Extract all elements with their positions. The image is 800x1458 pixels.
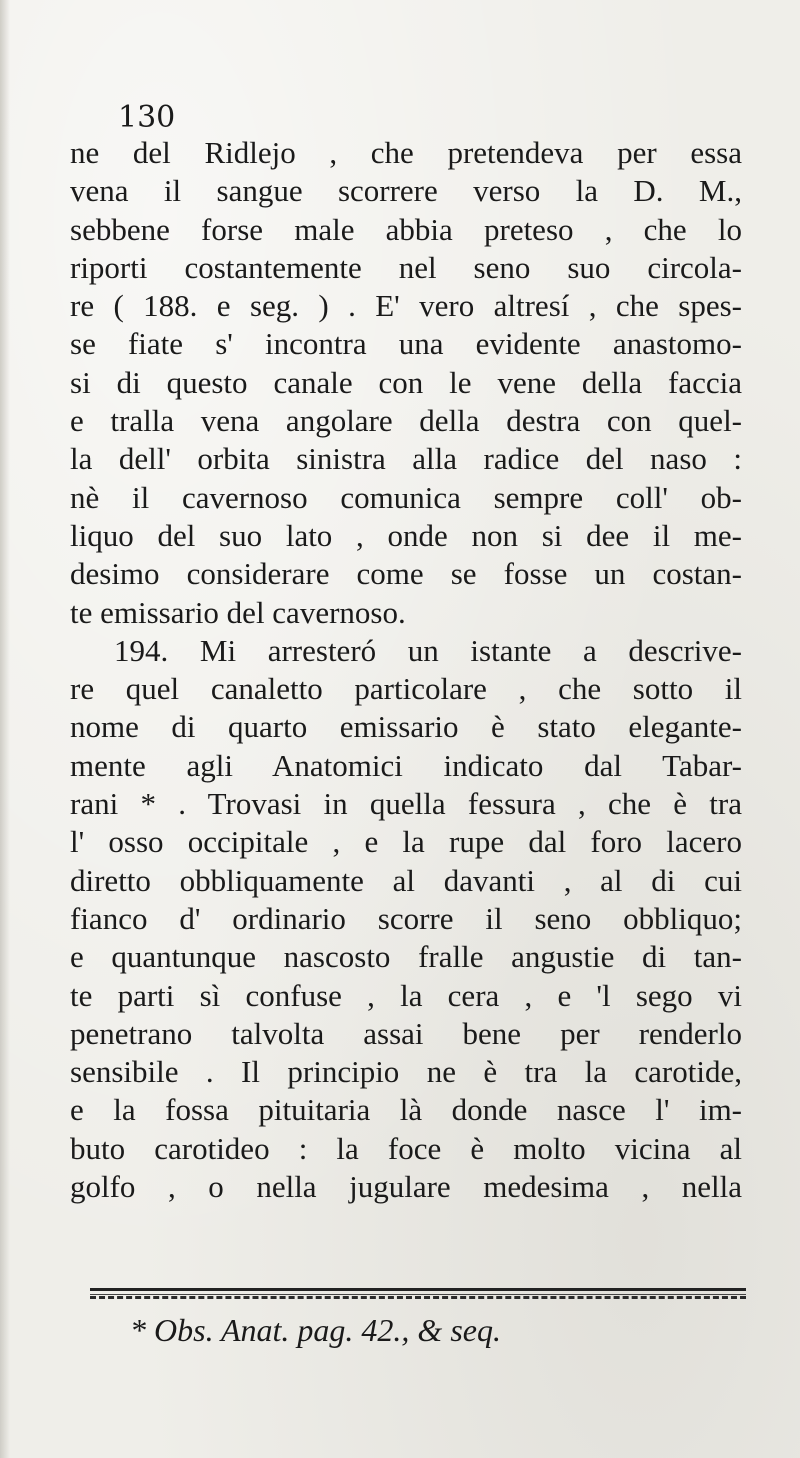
text-line: l' osso occipitale , e la rupe dal foro lacero <box>70 824 742 860</box>
text-line: re quel canaletto particolare , che sotto il <box>70 671 742 707</box>
text-line: re ( 188. e seg. ) . E' vero altresí , che spes- <box>70 288 742 324</box>
paragraph-start-line: 194. Mi arresteró un istante a descrive- <box>114 632 742 668</box>
text-line: buto carotideo : la foce è molto vicina al <box>70 1130 742 1166</box>
text-line: vena il sangue scorrere verso la D. M., <box>70 173 742 209</box>
text-line: mente agli Anatomici indicato dal Tabar- <box>70 747 742 783</box>
text-line: sensibile . Il principio ne è tra la carotide, <box>70 1054 742 1090</box>
text-line: penetrano talvolta assai bene per renderlo <box>70 1015 742 1051</box>
text-line: ne del Ridlejo , che pretendeva per essa <box>70 135 742 170</box>
text-line: te parti sì confuse , la cera , e 'l sego vi <box>70 977 742 1013</box>
footnote: * Obs. Anat. pag. 42., & seq. <box>130 1312 501 1348</box>
footnote-rule <box>90 1288 746 1295</box>
text-line: rani * . Trovasi in quella fessura , che è tra <box>70 786 742 822</box>
text-line: la dell' orbita sinistra alla radice del naso : <box>70 441 742 477</box>
text-line: nome di quarto emissario è stato elegante- <box>70 709 742 745</box>
text-line: fianco d' ordinario scorre il seno obbliquo; <box>70 900 742 936</box>
text-line: e tralla vena angolare della destra con quel- <box>70 403 742 439</box>
text-line: e la fossa pituitaria là donde nasce l' im- <box>70 1092 742 1128</box>
text-line: riporti costantemente nel seno suo circola- <box>70 249 742 285</box>
page-number: 130 <box>118 100 176 135</box>
text-line: liquo del suo lato , onde non si dee il me- <box>70 517 742 553</box>
text-line: nè il cavernoso comunica sempre coll' ob- <box>70 479 742 515</box>
text-line: se fiate s' incontra una evidente anastomo- <box>70 326 742 362</box>
text-line: desimo considerare come se fosse un costan- <box>70 556 742 592</box>
text-line: te emissario del cavernoso. <box>70 594 406 630</box>
text-line: diretto obbliquamente al davanti , al di cui <box>70 862 742 898</box>
text-line: si di questo canale con le vene della faccia <box>70 364 742 400</box>
text-line: golfo , o nella jugulare medesima , nella <box>70 1169 742 1205</box>
body-text <box>70 134 742 1206</box>
text-line: sebbene forse male abbia preteso , che lo <box>70 211 742 247</box>
text-line: e quantunque nascosto fralle angustie di tan- <box>70 939 742 975</box>
page-edge-shadow <box>0 0 10 1458</box>
